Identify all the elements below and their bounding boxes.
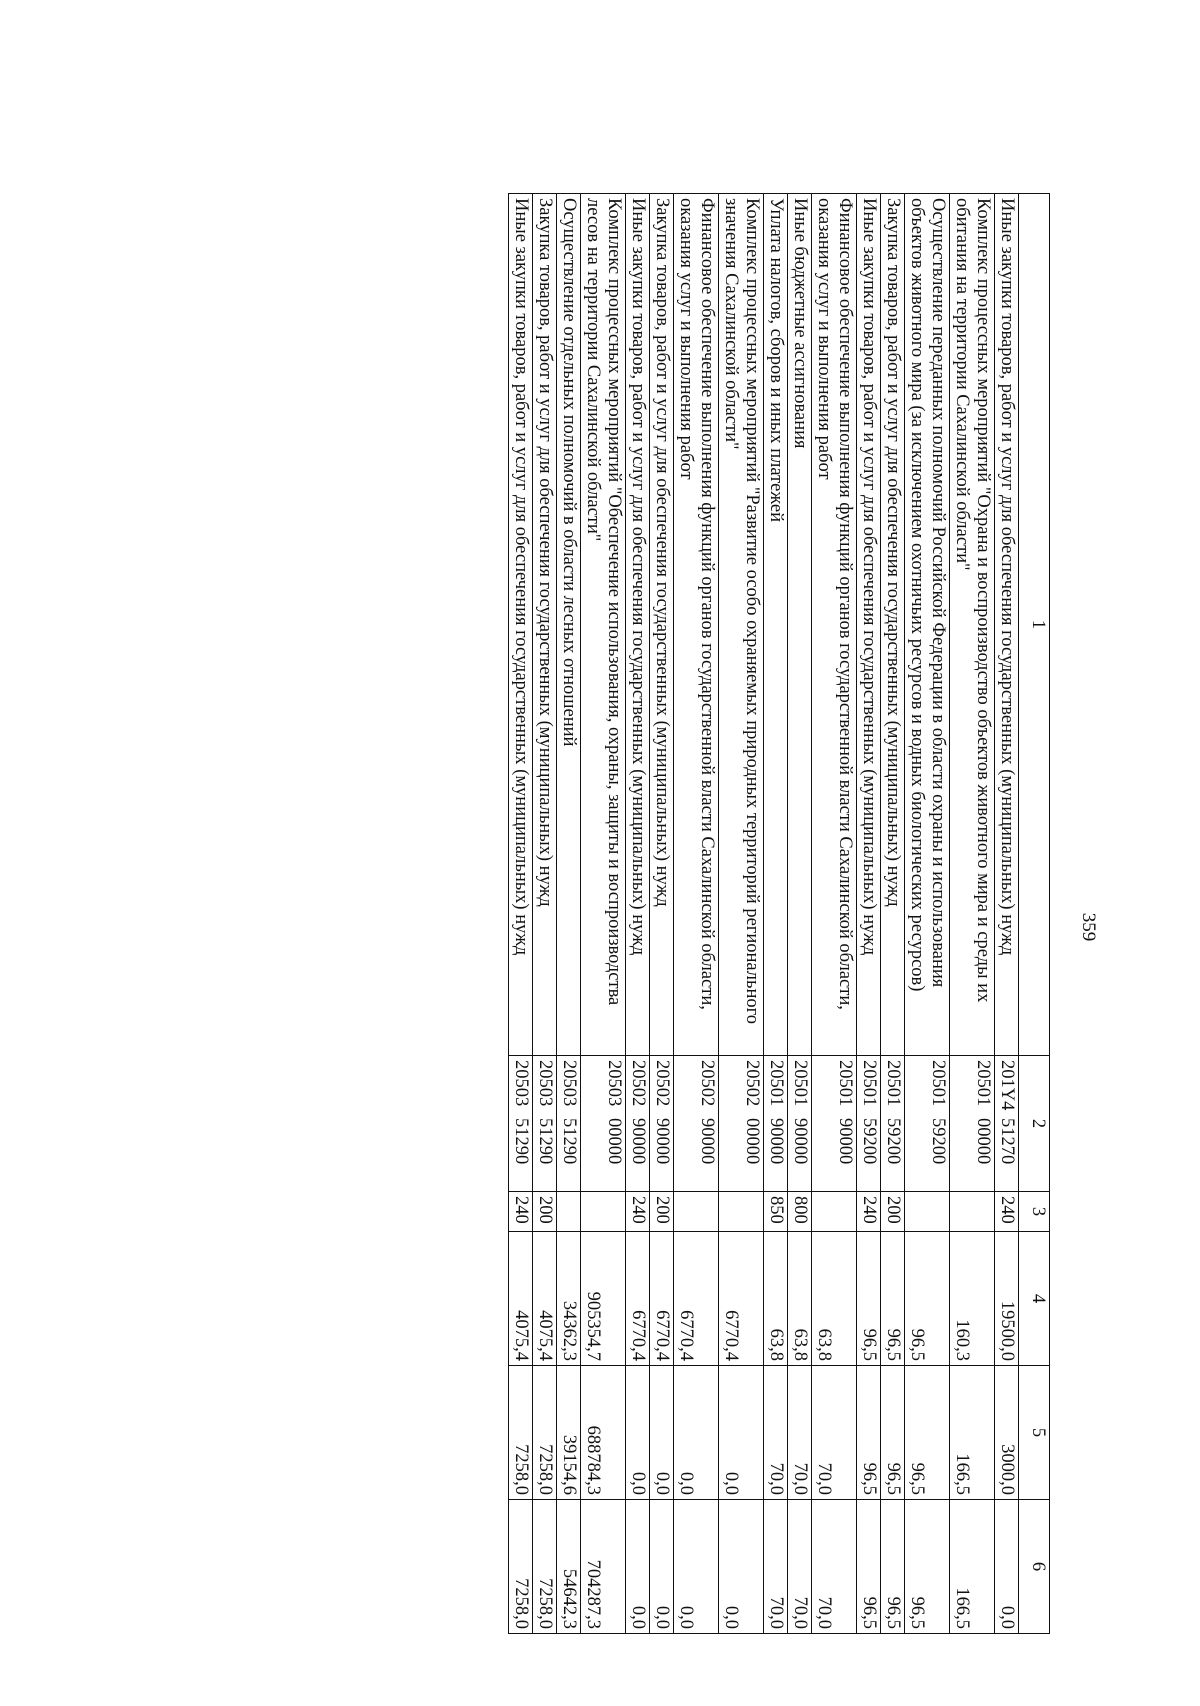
row-description: Закупка товаров, работ и услуг для обеспечения государственных (муниципальных) нужд — [533, 194, 557, 1056]
row-value-col5: 96,5 — [881, 1366, 905, 1500]
row-value-col6: 96,5 — [857, 1500, 881, 1634]
row-expense-type: 240 — [509, 1192, 533, 1232]
table-row — [650, 194, 674, 1634]
row-value-col4: 6770,4 — [650, 1232, 674, 1366]
row-value-col4: 63,8 — [764, 1232, 788, 1366]
row-expense-type — [581, 1192, 626, 1232]
row-code — [719, 1056, 764, 1192]
row-code-program: 20502 — [628, 1060, 648, 1107]
row-value-col4: 4075,4 — [509, 1232, 533, 1366]
row-value-col5: 39154,6 — [557, 1366, 581, 1500]
table-row — [764, 194, 788, 1634]
table-row — [557, 194, 581, 1634]
row-code-direction: 51290 — [511, 1118, 531, 1165]
header-col-4: 4 — [1019, 1232, 1050, 1366]
header-row — [1019, 194, 1050, 1634]
table-row — [581, 194, 626, 1634]
row-code-direction: 90000 — [628, 1118, 648, 1165]
row-expense-type: 200 — [650, 1192, 674, 1232]
row-expense-type — [950, 1192, 995, 1232]
row-description: Иные бюджетные ассигнования — [788, 194, 812, 1056]
row-code-direction: 90000 — [835, 1118, 855, 1165]
row-value-col4: 63,8 — [812, 1232, 857, 1366]
row-description: Иные закупки товаров, работ и услуг для обеспечения государственных (муниципальных) нужд — [995, 194, 1019, 1056]
row-description: Уплата налогов, сборов и иных платежей — [764, 194, 788, 1056]
row-description: Комплекс процессных мероприятий "Развитие особо охраняемых природных территорий регионального значения Сахалинской области" — [719, 194, 764, 1056]
row-code — [995, 1056, 1019, 1192]
page-number: 359 — [1078, 912, 1099, 942]
row-code-direction: 90000 — [697, 1118, 717, 1165]
row-value-col4: 6770,4 — [626, 1232, 650, 1366]
header-col-1: 1 — [1019, 194, 1050, 1056]
row-value-col6: 70,0 — [764, 1500, 788, 1634]
row-code — [674, 1056, 719, 1192]
row-expense-type: 200 — [533, 1192, 557, 1232]
row-code — [626, 1056, 650, 1192]
table-row — [905, 194, 950, 1634]
row-code-program: 20503 — [535, 1060, 555, 1107]
row-code-program: 20503 — [604, 1060, 624, 1107]
row-code-program: 20501 — [973, 1060, 993, 1107]
row-code-direction: 59200 — [859, 1118, 879, 1165]
row-code-direction: 51290 — [559, 1118, 579, 1165]
row-value-col5: 0,0 — [626, 1366, 650, 1500]
row-expense-type: 240 — [857, 1192, 881, 1232]
row-description: Осуществление отдельных полномочий в области лесных отношений — [557, 194, 581, 1056]
row-code-direction: 00000 — [604, 1118, 624, 1165]
row-expense-type: 240 — [626, 1192, 650, 1232]
row-expense-type — [905, 1192, 950, 1232]
row-value-col6: 0,0 — [650, 1500, 674, 1634]
row-code-direction: 51290 — [535, 1118, 555, 1165]
row-value-col4: 34362,3 — [557, 1232, 581, 1366]
header-col-3: 3 — [1019, 1192, 1050, 1232]
header-col-5: 5 — [1019, 1366, 1050, 1500]
row-code-program: 20501 — [883, 1060, 903, 1107]
row-code — [788, 1056, 812, 1192]
table-row — [812, 194, 857, 1634]
row-code-program: 20502 — [652, 1060, 672, 1107]
row-description: Комплекс процессных мероприятий "Охрана и воспроизводство объектов животного мира и среды их обитания на территории Сахалинской области" — [950, 194, 995, 1056]
table-row — [509, 194, 533, 1634]
table-row — [995, 194, 1019, 1634]
table-row — [881, 194, 905, 1634]
row-description: Финансовое обеспечение выполнения функций органов государственной власти Сахалинской области, оказания услуг и выполнения работ — [674, 194, 719, 1056]
row-value-col5: 7258,0 — [509, 1366, 533, 1500]
row-expense-type: 240 — [995, 1192, 1019, 1232]
row-code — [812, 1056, 857, 1192]
row-value-col4: 6770,4 — [719, 1232, 764, 1366]
row-code-program: 20501 — [859, 1060, 879, 1107]
budget-table — [508, 193, 1050, 1634]
row-code-direction: 00000 — [742, 1118, 762, 1165]
row-code-program: 20501 — [766, 1060, 786, 1107]
row-value-col6: 70,0 — [788, 1500, 812, 1634]
row-code — [650, 1056, 674, 1192]
row-code-direction: 90000 — [766, 1118, 786, 1165]
row-description: Финансовое обеспечение выполнения функций органов государственной власти Сахалинской области, оказания услуг и выполнения работ — [812, 194, 857, 1056]
row-description: Иные закупки товаров, работ и услуг для обеспечения государственных (муниципальных) нужд — [626, 194, 650, 1056]
row-value-col6: 54642,3 — [557, 1500, 581, 1634]
row-code-direction: 59200 — [883, 1118, 903, 1165]
row-value-col5: 70,0 — [788, 1366, 812, 1500]
row-value-col6: 704287,3 — [581, 1500, 626, 1634]
row-value-col5: 7258,0 — [533, 1366, 557, 1500]
row-code-direction: 00000 — [973, 1118, 993, 1165]
row-value-col5: 166,5 — [950, 1366, 995, 1500]
table-row — [719, 194, 764, 1634]
row-value-col6: 166,5 — [950, 1500, 995, 1634]
row-value-col6: 96,5 — [905, 1500, 950, 1634]
row-description: Закупка товаров, работ и услуг для обеспечения государственных (муниципальных) нужд — [650, 194, 674, 1056]
row-description: Осуществление переданных полномочий Российской Федерации в области охраны и использования объектов животного мира (за исключением охотничьих ресурсов и водных биологических ресурсов) — [905, 194, 950, 1056]
row-value-col5: 96,5 — [905, 1366, 950, 1500]
budget-table-container — [50, 193, 1050, 1633]
row-value-col5: 96,5 — [857, 1366, 881, 1500]
row-value-col5: 70,0 — [764, 1366, 788, 1500]
header-col-6: 6 — [1019, 1500, 1050, 1634]
row-code — [905, 1056, 950, 1192]
row-code-program: 20503 — [559, 1060, 579, 1107]
row-expense-type — [812, 1192, 857, 1232]
row-value-col5: 70,0 — [812, 1366, 857, 1500]
table-row — [788, 194, 812, 1634]
row-code — [533, 1056, 557, 1192]
table-row — [533, 194, 557, 1634]
table-row — [950, 194, 995, 1634]
row-expense-type: 800 — [788, 1192, 812, 1232]
row-code — [509, 1056, 533, 1192]
row-code — [881, 1056, 905, 1192]
row-value-col6: 0,0 — [674, 1500, 719, 1634]
row-code-direction: 59200 — [928, 1118, 948, 1165]
row-code-direction: 90000 — [652, 1118, 672, 1165]
row-value-col4: 4075,4 — [533, 1232, 557, 1366]
row-code-program: 20501 — [928, 1060, 948, 1107]
row-code-program: 20501 — [835, 1060, 855, 1107]
row-value-col4: 63,8 — [788, 1232, 812, 1366]
row-value-col6: 7258,0 — [533, 1500, 557, 1634]
row-code — [950, 1056, 995, 1192]
row-expense-type — [674, 1192, 719, 1232]
table-row — [674, 194, 719, 1634]
row-value-col5: 3000,0 — [995, 1366, 1019, 1500]
table-row — [626, 194, 650, 1634]
row-code-program: 20501 — [790, 1060, 810, 1107]
row-value-col6: 7258,0 — [509, 1500, 533, 1634]
row-value-col6: 0,0 — [626, 1500, 650, 1634]
row-value-col6: 96,5 — [881, 1500, 905, 1634]
row-code-program: 201Y4 — [997, 1060, 1017, 1111]
row-value-col4: 160,3 — [950, 1232, 995, 1366]
row-description: Закупка товаров, работ и услуг для обеспечения государственных (муниципальных) нужд — [881, 194, 905, 1056]
row-value-col5: 0,0 — [719, 1366, 764, 1500]
row-code-program: 20503 — [511, 1060, 531, 1107]
row-value-col5: 688784,3 — [581, 1366, 626, 1500]
row-description: Иные закупки товаров, работ и услуг для обеспечения государственных (муниципальных) нужд — [509, 194, 533, 1056]
row-expense-type — [719, 1192, 764, 1232]
table-row — [857, 194, 881, 1634]
row-value-col5: 0,0 — [674, 1366, 719, 1500]
row-code-program: 20502 — [697, 1060, 717, 1107]
row-code-direction: 90000 — [790, 1118, 810, 1165]
row-code — [581, 1056, 626, 1192]
row-value-col4: 19500,0 — [995, 1232, 1019, 1366]
row-value-col4: 6770,4 — [674, 1232, 719, 1366]
row-value-col6: 0,0 — [719, 1500, 764, 1634]
row-value-col4: 905354,7 — [581, 1232, 626, 1366]
row-expense-type: 850 — [764, 1192, 788, 1232]
row-code — [857, 1056, 881, 1192]
row-value-col5: 0,0 — [650, 1366, 674, 1500]
row-description: Иные закупки товаров, работ и услуг для обеспечения государственных (муниципальных) нужд — [857, 194, 881, 1056]
row-value-col4: 96,5 — [857, 1232, 881, 1366]
header-col-2: 2 — [1019, 1056, 1050, 1192]
row-description: Комплекс процессных мероприятий "Обеспечение использования, охраны, защиты и воспроизводства лесов на территории Сахалинской области" — [581, 194, 626, 1056]
row-value-col4: 96,5 — [881, 1232, 905, 1366]
row-expense-type: 200 — [881, 1192, 905, 1232]
row-value-col6: 0,0 — [995, 1500, 1019, 1634]
row-code — [557, 1056, 581, 1192]
row-expense-type — [557, 1192, 581, 1232]
row-code-program: 20502 — [742, 1060, 762, 1107]
row-value-col6: 70,0 — [812, 1500, 857, 1634]
row-value-col4: 96,5 — [905, 1232, 950, 1366]
row-code — [764, 1056, 788, 1192]
row-code-direction: 51270 — [997, 1118, 1017, 1165]
